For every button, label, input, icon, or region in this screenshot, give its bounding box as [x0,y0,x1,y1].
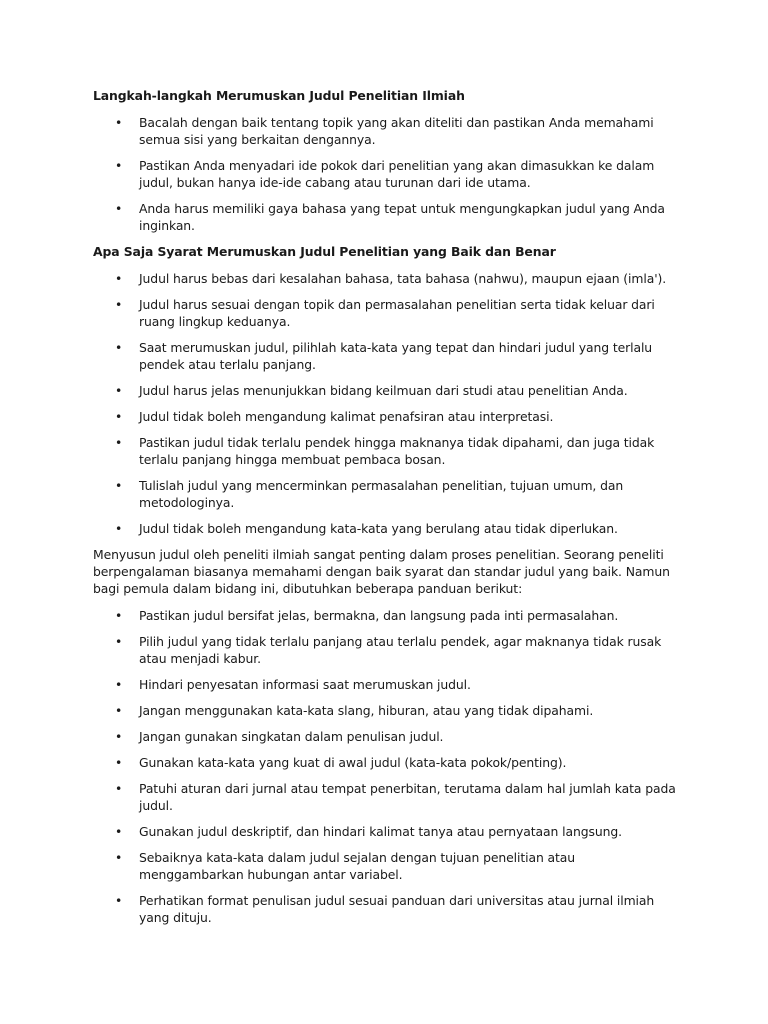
bullet-list-syarat [93,270,683,537]
document-page [93,87,683,935]
list-item: • Gunakan kata-kata yang kuat di awal judul (kata-kata pokok/penting). [93,754,683,771]
list-item: • Sebaiknya kata-kata dalam judul sejalan dengan tujuan penelitian atau menggambarkan hubungan antar variabel. [93,849,683,883]
list-item: • Judul tidak boleh mengandung kata-kata yang berulang atau tidak diperlukan. [93,520,683,537]
list-item: • Pastikan Anda menyadari ide pokok dari penelitian yang akan dimasukkan ke dalam judul, bukan hanya ide-ide cabang atau turunan dari ide utama. [93,157,683,191]
section-heading-syarat: Apa Saja Syarat Merumuskan Judul Penelitian yang Baik dan Benar [93,244,556,259]
list-item: • Judul harus bebas dari kesalahan bahasa, tata bahasa (nahwu), maupun ejaan (imla'). [93,270,683,287]
bullet-list-langkah [93,114,683,234]
list-item: • Patuhi aturan dari jurnal atau tempat penerbitan, terutama dalam hal jumlah kata pada judul. [93,780,683,814]
list-item: • Pastikan judul bersifat jelas, bermakna, dan langsung pada inti permasalahan. [93,607,683,624]
list-item: • Gunakan judul deskriptif, dan hindari kalimat tanya atau pernyataan langsung. [93,823,683,840]
list-item: • Pastikan judul tidak terlalu pendek hingga maknanya tidak dipahami, dan juga tidak terlalu panjang hingga membuat pembaca bosan. [93,434,683,468]
list-item: • Judul harus sesuai dengan topik dan permasalahan penelitian serta tidak keluar dari ruang lingkup keduanya. [93,296,683,330]
bullet-list-panduan [93,607,683,926]
list-item: • Judul tidak boleh mengandung kalimat penafsiran atau interpretasi. [93,408,683,425]
list-item: • Anda harus memiliki gaya bahasa yang tepat untuk mengungkapkan judul yang Anda inginkan. [93,200,683,234]
list-item: • Perhatikan format penulisan judul sesuai panduan dari universitas atau jurnal ilmiah yang dituju. [93,892,683,926]
intro-paragraph: Menyusun judul oleh peneliti ilmiah sangat penting dalam proses penelitian. Seorang peneliti berpengalaman biasanya memahami dengan baik syarat dan standar judul yang baik. Namun bagi pemula dalam bidang ini, dibutuhkan beberapa panduan berikut: [93,547,670,596]
list-item: • Tulislah judul yang mencerminkan permasalahan penelitian, tujuan umum, dan metodologinya. [93,477,683,511]
list-item: • Bacalah dengan baik tentang topik yang akan diteliti dan pastikan Anda memahami semua sisi yang berkaitan dengannya. [93,114,683,148]
section-heading-langkah: Langkah-langkah Merumuskan Judul Penelitian Ilmiah [93,88,465,103]
list-item: • Pilih judul yang tidak terlalu panjang atau terlalu pendek, agar maknanya tidak rusak atau menjadi kabur. [93,633,683,667]
list-item: • Judul harus jelas menunjukkan bidang keilmuan dari studi atau penelitian Anda. [93,382,683,399]
list-item: • Jangan menggunakan kata-kata slang, hiburan, atau yang tidak dipahami. [93,702,683,719]
list-item: • Jangan gunakan singkatan dalam penulisan judul. [93,728,683,745]
list-item: • Hindari penyesatan informasi saat merumuskan judul. [93,676,683,693]
list-item: • Saat merumuskan judul, pilihlah kata-kata yang tepat dan hindari judul yang terlalu pendek atau terlalu panjang. [93,339,683,373]
